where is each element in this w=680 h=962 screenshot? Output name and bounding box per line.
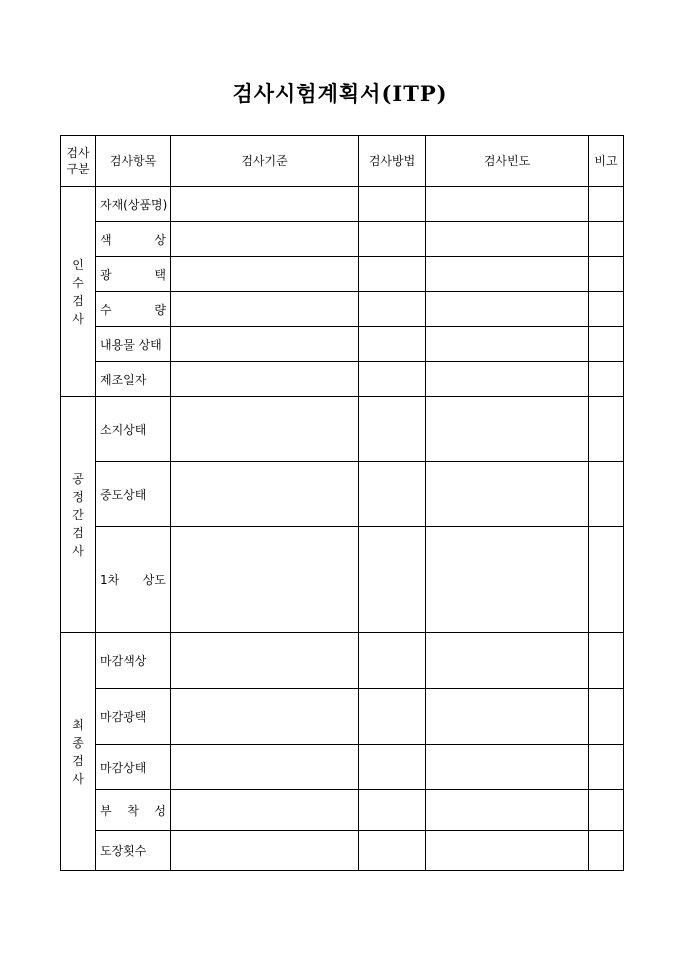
remarks-cell[interactable] (589, 745, 624, 790)
table-row (61, 257, 624, 292)
method-cell[interactable] (359, 187, 426, 222)
table-row (61, 633, 624, 689)
criteria-cell[interactable] (171, 790, 359, 831)
frequency-cell[interactable] (426, 633, 589, 689)
criteria-cell[interactable] (171, 362, 359, 397)
table-row (61, 745, 624, 790)
remarks-cell[interactable] (589, 257, 624, 292)
table-row (61, 222, 624, 257)
header-method: 검사방법 (359, 136, 426, 187)
method-cell[interactable] (359, 745, 426, 790)
method-cell[interactable] (359, 327, 426, 362)
remarks-cell[interactable] (589, 527, 624, 633)
frequency-cell[interactable] (426, 327, 589, 362)
table-row (61, 397, 624, 462)
item-quantity: 수 량 (96, 292, 171, 327)
remarks-cell[interactable] (589, 689, 624, 745)
frequency-cell[interactable] (426, 222, 589, 257)
frequency-cell[interactable] (426, 745, 589, 790)
method-cell[interactable] (359, 831, 426, 871)
remarks-cell[interactable] (589, 397, 624, 462)
remarks-cell[interactable] (589, 222, 624, 257)
criteria-cell[interactable] (171, 327, 359, 362)
method-cell[interactable] (359, 633, 426, 689)
category-acceptance: 인 수 검 사 (61, 187, 96, 397)
header-row (61, 136, 624, 187)
header-criteria: 검사기준 (171, 136, 359, 187)
item-finish-color: 마감색상 (96, 633, 171, 689)
item-coating-count: 도장횟수 (96, 831, 171, 871)
method-cell[interactable] (359, 397, 426, 462)
table-row (61, 527, 624, 633)
document-title: 검사시험계획서(ITP) (232, 81, 448, 106)
table-row (61, 790, 624, 831)
frequency-cell[interactable] (426, 362, 589, 397)
category-in-process: 공 정 간 검 사 (61, 397, 96, 633)
table-row (61, 689, 624, 745)
criteria-cell[interactable] (171, 222, 359, 257)
table-row (61, 327, 624, 362)
criteria-cell[interactable] (171, 633, 359, 689)
frequency-cell[interactable] (426, 462, 589, 527)
item-first-topcoat: 1차 상도 (96, 527, 171, 633)
item-contents-condition: 내용물 상태 (96, 327, 171, 362)
header-frequency: 검사빈도 (426, 136, 589, 187)
table-row (61, 831, 624, 871)
frequency-cell[interactable] (426, 397, 589, 462)
criteria-cell[interactable] (171, 257, 359, 292)
item-adhesion: 부 착 성 (96, 790, 171, 831)
method-cell[interactable] (359, 689, 426, 745)
item-substrate-condition: 소지상태 (96, 397, 171, 462)
criteria-cell[interactable] (171, 397, 359, 462)
frequency-cell[interactable] (426, 292, 589, 327)
method-cell[interactable] (359, 362, 426, 397)
criteria-cell[interactable] (171, 745, 359, 790)
item-manufacture-date: 제조일자 (96, 362, 171, 397)
category-final: 최 종 검 사 (61, 633, 96, 871)
method-cell[interactable] (359, 222, 426, 257)
method-cell[interactable] (359, 790, 426, 831)
method-cell[interactable] (359, 462, 426, 527)
table-row (61, 462, 624, 527)
frequency-cell[interactable] (426, 790, 589, 831)
itp-table (60, 135, 624, 871)
remarks-cell[interactable] (589, 362, 624, 397)
item-finish-condition: 마감상태 (96, 745, 171, 790)
remarks-cell[interactable] (589, 633, 624, 689)
criteria-cell[interactable] (171, 187, 359, 222)
frequency-cell[interactable] (426, 831, 589, 871)
method-cell[interactable] (359, 292, 426, 327)
criteria-cell[interactable] (171, 462, 359, 527)
frequency-cell[interactable] (426, 689, 589, 745)
item-color: 색 상 (96, 222, 171, 257)
remarks-cell[interactable] (589, 292, 624, 327)
remarks-cell[interactable] (589, 187, 624, 222)
method-cell[interactable] (359, 527, 426, 633)
item-gloss: 광 택 (96, 257, 171, 292)
criteria-cell[interactable] (171, 689, 359, 745)
remarks-cell[interactable] (589, 327, 624, 362)
header-category: 검사 구분 (61, 136, 96, 187)
criteria-cell[interactable] (171, 292, 359, 327)
header-item: 검사항목 (96, 136, 171, 187)
method-cell[interactable] (359, 257, 426, 292)
remarks-cell[interactable] (589, 831, 624, 871)
frequency-cell[interactable] (426, 527, 589, 633)
table-row (61, 187, 624, 222)
table-row (61, 292, 624, 327)
frequency-cell[interactable] (426, 187, 589, 222)
table-row (61, 362, 624, 397)
criteria-cell[interactable] (171, 527, 359, 633)
remarks-cell[interactable] (589, 462, 624, 527)
item-finish-gloss: 마감광택 (96, 689, 171, 745)
item-material: 자재(상품명) (96, 187, 171, 222)
remarks-cell[interactable] (589, 790, 624, 831)
criteria-cell[interactable] (171, 831, 359, 871)
header-remarks: 비고 (589, 136, 624, 187)
frequency-cell[interactable] (426, 257, 589, 292)
item-intermediate-condition: 중도상태 (96, 462, 171, 527)
